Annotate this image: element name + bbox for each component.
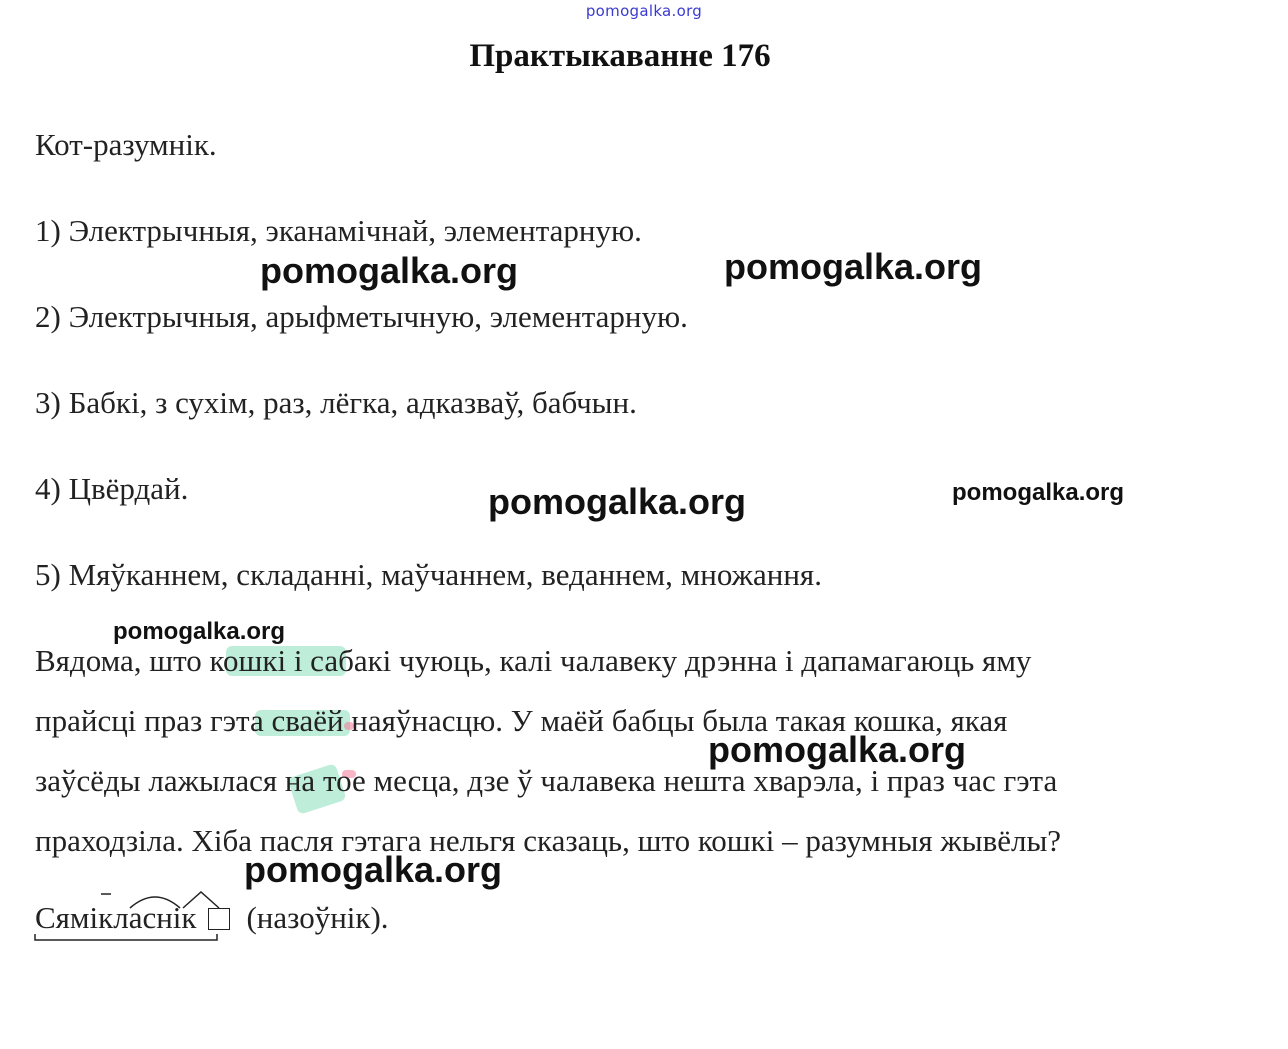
answer-line-1: 1) Электрычныя, эканамічнай, элементарную. [35, 213, 642, 248]
paragraph-line-4: праходзіла. Хіба пасля гэтага нельгя сказаць, што кошкі – разумныя жывёлы? [35, 823, 1062, 858]
exercise-subtitle: Кот-разумнік. [35, 127, 217, 162]
paragraph-line-2: прайсці праз гэта сваёй наяўнасцю. У маёй бабцы была такая кошка, якая [35, 703, 1008, 738]
page-title: Практыкаванне 176 [469, 38, 771, 74]
watermark-text: pomogalka.org [724, 246, 983, 287]
watermark-text: pomogalka.org [260, 250, 519, 291]
paragraph-line-1: Вядома, што кошкі і сабакі чуюць, калі чалавеку дрэнна і дапамагаюць яму [35, 643, 1032, 678]
answer-line-3: 3) Бабкі, з сухім, раз, лёгка, адказваў, бабчын. [35, 385, 637, 420]
watermark-text: pomogalka.org [952, 479, 1125, 506]
part-of-speech-note: (назоўнік). [246, 900, 389, 935]
watermark-text: pomogalka.org [113, 618, 286, 645]
watermark-text: pomogalka.org [244, 849, 503, 890]
analyzed-word: Сямікласнік [35, 900, 197, 935]
paragraph-line-3: заўсёды лажылася на тое месца, дзе ў чалавека нешта хварэла, і праз час гэта [35, 763, 1058, 798]
answer-line-5: 5) Мяўканнем, складанні, маўчаннем, веданнем, множання. [35, 557, 822, 592]
watermark-text: pomogalka.org [488, 481, 747, 522]
morpheme-marks [35, 882, 255, 942]
word-analysis [35, 900, 389, 936]
answer-line-4: 4) Цвёрдай. [35, 471, 189, 506]
answer-line-2: 2) Электрычныя, арыфметычную, элементарную. [35, 299, 688, 334]
top-watermark: pomogalka.org [585, 2, 703, 20]
watermark-text: pomogalka.org [708, 729, 967, 770]
